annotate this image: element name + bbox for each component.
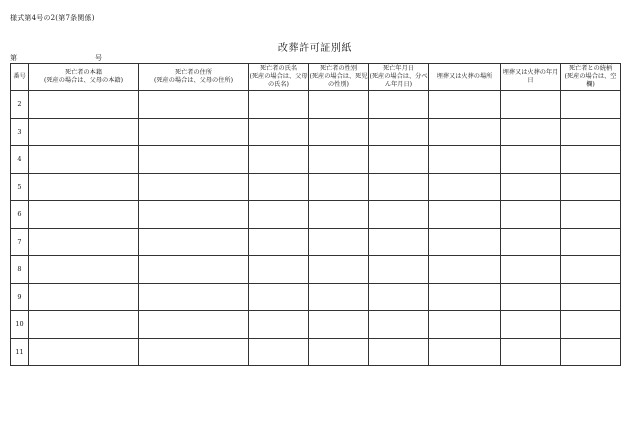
death-date-cell[interactable]: [369, 256, 429, 284]
death-date-cell[interactable]: [369, 201, 429, 229]
burial-place-cell[interactable]: [429, 311, 501, 339]
sex-cell[interactable]: [309, 283, 369, 311]
relationship-cell[interactable]: [561, 338, 621, 366]
header-death-date-note: (死産の場合は、分べん年月日): [369, 73, 428, 88]
burial-date-cell[interactable]: [501, 338, 561, 366]
name-cell[interactable]: [249, 91, 309, 119]
death-date-cell[interactable]: [369, 228, 429, 256]
row-number: 11: [11, 338, 29, 366]
table-row: [11, 173, 621, 201]
relationship-cell[interactable]: [561, 201, 621, 229]
header-name: [249, 64, 309, 91]
burial-place-cell[interactable]: [429, 91, 501, 119]
burial-date-cell[interactable]: [501, 228, 561, 256]
header-death-date-label: 死亡年月日: [383, 65, 414, 72]
sex-cell[interactable]: [309, 311, 369, 339]
relationship-cell[interactable]: [561, 283, 621, 311]
header-name-note: (死産の場合は、父母の氏名): [249, 73, 308, 88]
table-row: [11, 91, 621, 119]
relationship-cell[interactable]: [561, 146, 621, 174]
relationship-cell[interactable]: [561, 173, 621, 201]
sex-cell[interactable]: [309, 91, 369, 119]
row-number: 7: [11, 228, 29, 256]
relationship-cell[interactable]: [561, 91, 621, 119]
relationship-cell[interactable]: [561, 228, 621, 256]
name-cell[interactable]: [249, 146, 309, 174]
death-date-cell[interactable]: [369, 283, 429, 311]
header-relationship-label: 死亡者との続柄: [568, 65, 613, 72]
table-row: [11, 338, 621, 366]
domicile-cell[interactable]: [29, 228, 139, 256]
name-cell[interactable]: [249, 311, 309, 339]
table-row: [11, 228, 621, 256]
domicile-cell[interactable]: [29, 91, 139, 119]
burial-date-cell[interactable]: [501, 283, 561, 311]
header-number-label: 番号: [13, 73, 26, 80]
burial-place-cell[interactable]: [429, 201, 501, 229]
domicile-cell[interactable]: [29, 146, 139, 174]
row-number: 9: [11, 283, 29, 311]
header-death-date: [369, 64, 429, 91]
header-relationship: [561, 64, 621, 91]
burial-place-cell[interactable]: [429, 173, 501, 201]
name-cell[interactable]: [249, 283, 309, 311]
address-cell[interactable]: [139, 283, 249, 311]
row-number: 2: [11, 91, 29, 119]
address-cell[interactable]: [139, 201, 249, 229]
burial-date-cell[interactable]: [501, 173, 561, 201]
header-domicile-label: 死亡者の本籍: [64, 69, 103, 76]
burial-place-cell[interactable]: [429, 338, 501, 366]
sex-cell[interactable]: [309, 118, 369, 146]
death-date-cell[interactable]: [369, 118, 429, 146]
header-domicile-note: (死産の場合は、父母の本籍): [43, 77, 124, 84]
name-cell[interactable]: [249, 256, 309, 284]
name-cell[interactable]: [249, 338, 309, 366]
row-number: 8: [11, 256, 29, 284]
header-sex: [309, 64, 369, 91]
header-sex-note: (死産の場合は、死児の性別): [309, 73, 368, 88]
table-row: [11, 283, 621, 311]
header-burial-place-label: 埋葬又は火葬の場所: [436, 73, 493, 80]
header-relationship-note: (死産の場合は、空欄): [564, 73, 617, 88]
death-date-cell[interactable]: [369, 91, 429, 119]
sex-cell[interactable]: [309, 228, 369, 256]
address-cell[interactable]: [139, 338, 249, 366]
relationship-cell[interactable]: [561, 118, 621, 146]
header-burial-date: [501, 64, 561, 91]
header-burial-date-label: 埋葬又は火葬の年月日: [502, 69, 559, 84]
sex-cell[interactable]: [309, 146, 369, 174]
row-number: 6: [11, 201, 29, 229]
sex-cell[interactable]: [309, 173, 369, 201]
domicile-cell[interactable]: [29, 173, 139, 201]
header-address-label: 死亡者の住所: [174, 69, 213, 76]
address-cell[interactable]: [139, 311, 249, 339]
burial-permit-table: [10, 63, 621, 366]
table-row: [11, 311, 621, 339]
row-number: 4: [11, 146, 29, 174]
domicile-cell[interactable]: [29, 283, 139, 311]
row-number: 5: [11, 173, 29, 201]
table-row: [11, 256, 621, 284]
burial-date-cell[interactable]: [501, 201, 561, 229]
header-domicile: [29, 64, 139, 91]
header-row: [11, 64, 621, 91]
page-title: 改葬許可証別紙: [277, 43, 353, 54]
domicile-cell[interactable]: [29, 201, 139, 229]
doc-number-prefix: 第: [10, 54, 17, 62]
relationship-cell[interactable]: [561, 256, 621, 284]
domicile-cell[interactable]: [29, 311, 139, 339]
burial-date-cell[interactable]: [501, 146, 561, 174]
burial-place-cell[interactable]: [429, 118, 501, 146]
sex-cell[interactable]: [309, 338, 369, 366]
name-cell[interactable]: [249, 228, 309, 256]
address-cell[interactable]: [139, 91, 249, 119]
name-cell[interactable]: [249, 118, 309, 146]
death-date-cell[interactable]: [369, 338, 429, 366]
doc-number-suffix: 号: [95, 54, 102, 62]
address-cell[interactable]: [139, 146, 249, 174]
header-sex-label: 死亡者の性別: [319, 65, 358, 72]
death-date-cell[interactable]: [369, 173, 429, 201]
header-name-label: 死亡者の氏名: [259, 65, 298, 72]
relationship-cell[interactable]: [561, 311, 621, 339]
death-date-cell[interactable]: [369, 311, 429, 339]
table-row: [11, 146, 621, 174]
row-number: 10: [11, 311, 29, 339]
header-address-note: (死産の場合は、父母の住所): [153, 77, 234, 84]
table-row: [11, 201, 621, 229]
burial-place-cell[interactable]: [429, 146, 501, 174]
address-cell[interactable]: [139, 228, 249, 256]
burial-date-cell[interactable]: [501, 311, 561, 339]
row-number: 3: [11, 118, 29, 146]
burial-date-cell[interactable]: [501, 256, 561, 284]
domicile-cell[interactable]: [29, 118, 139, 146]
domicile-cell[interactable]: [29, 256, 139, 284]
address-cell[interactable]: [139, 118, 249, 146]
name-cell[interactable]: [249, 201, 309, 229]
death-date-cell[interactable]: [369, 146, 429, 174]
burial-place-cell[interactable]: [429, 228, 501, 256]
sex-cell[interactable]: [309, 256, 369, 284]
form-reference: 様式第4号の2(第7条関係): [10, 14, 95, 22]
header-address: [139, 64, 249, 91]
table-body: [11, 91, 621, 366]
burial-place-cell[interactable]: [429, 283, 501, 311]
burial-date-cell[interactable]: [501, 118, 561, 146]
header-number: [11, 64, 29, 91]
burial-place-cell[interactable]: [429, 256, 501, 284]
domicile-cell[interactable]: [29, 338, 139, 366]
name-cell[interactable]: [249, 173, 309, 201]
address-cell[interactable]: [139, 256, 249, 284]
address-cell[interactable]: [139, 173, 249, 201]
sex-cell[interactable]: [309, 201, 369, 229]
table-row: [11, 118, 621, 146]
header-burial-place: [429, 64, 501, 91]
burial-date-cell[interactable]: [501, 91, 561, 119]
